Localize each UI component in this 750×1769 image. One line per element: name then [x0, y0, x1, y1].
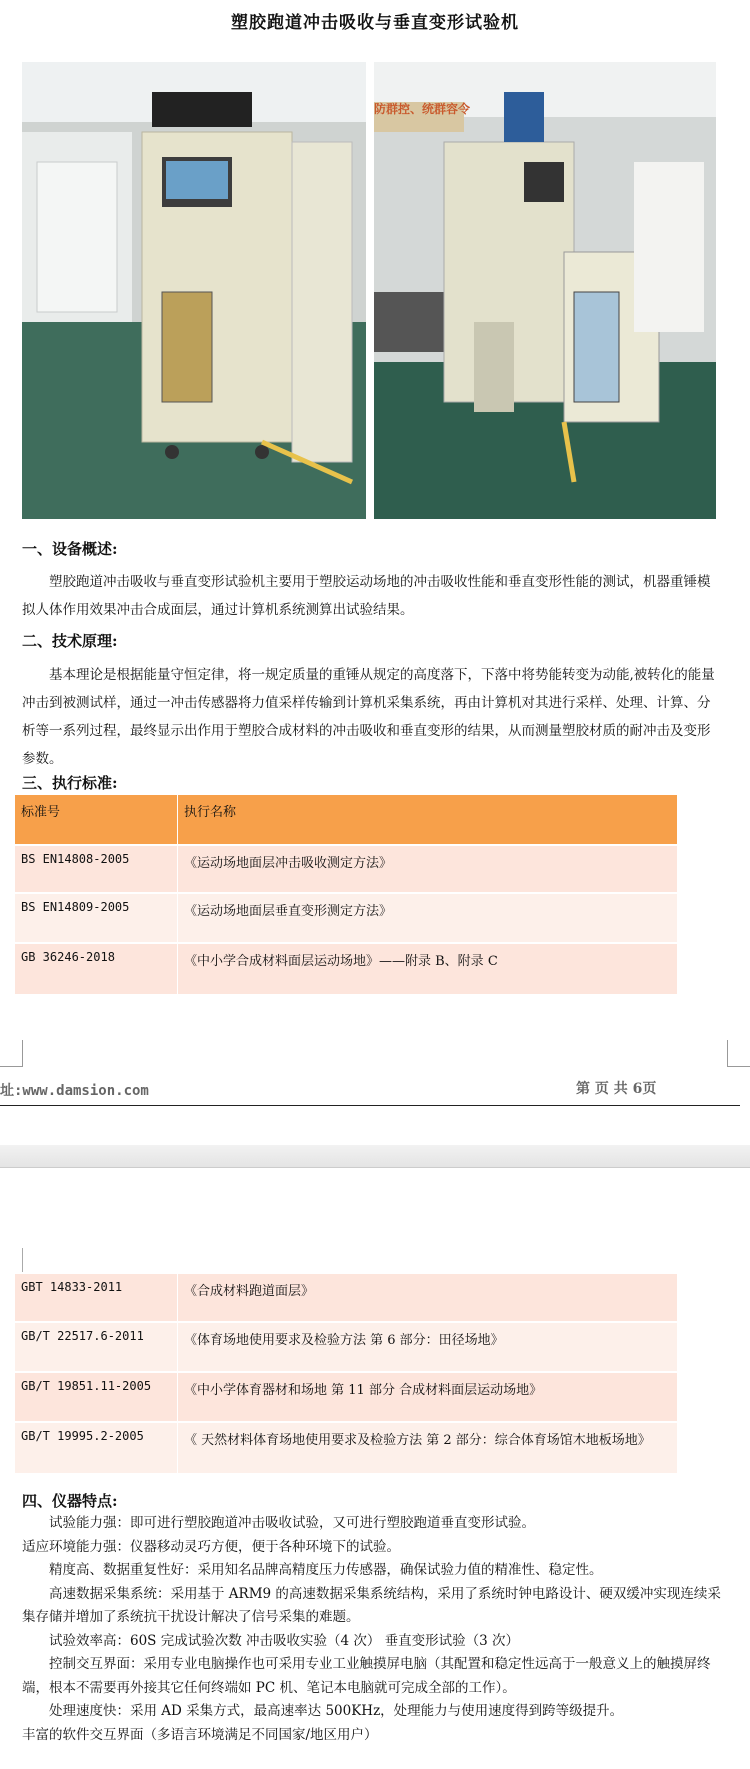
standard-name: 《中小学合成材料面层运动场地》——附录 B、附录 C: [178, 943, 678, 995]
feature-item: 试验效率高：60S 完成试验次数 冲击吸收实验（4 次） 垂直变形试验（3 次）: [49, 1632, 520, 1649]
table-header-row: [15, 795, 678, 845]
standard-no: GB/T 22517.6-2011: [15, 1322, 178, 1372]
table-row: [15, 893, 678, 943]
standard-name: 《 天然材料体育场地使用要求及检验方法 第 2 部分：综合体育场馆木地板场地》: [178, 1422, 678, 1474]
standard-no: BS EN14809-2005: [15, 893, 178, 943]
footer-rule: [0, 1105, 740, 1106]
standard-no: GB/T 19995.2-2005: [15, 1422, 178, 1474]
table-row: [15, 943, 678, 995]
crop-mark-right: [727, 1040, 750, 1067]
standard-name: 《体育场地使用要求及检验方法 第 6 部分：田径场地》: [178, 1322, 678, 1372]
table-row: [15, 1422, 678, 1474]
section-heading-standards: 三、执行标准:: [22, 774, 118, 792]
factory-wall-sign: 防群控、统群容令: [374, 102, 471, 116]
standard-no: GBT 14833-2011: [15, 1274, 178, 1322]
page-gap: [0, 1145, 750, 1167]
table-row: [15, 1322, 678, 1372]
header-standard-name: 执行名称: [178, 795, 678, 845]
crop-mark-top-left: [22, 1248, 23, 1272]
standard-name: 《运动场地面层垂直变形测定方法》: [178, 893, 678, 943]
section-heading-features: 四、仪器特点:: [22, 1492, 118, 1510]
feature-item: 处理速度快：采用 AD 采集方式，最高速率达 500KHz，处理能力与使用速度得到跨等级提升。: [49, 1703, 624, 1719]
header-standard-no: 标准号: [15, 795, 178, 845]
feature-item: 高速数据采集系统：采用基于 ARM9 的高速数据采集系统结构，采用了系统时钟电路设计、硬双缓冲实现连续采集存储并增加了系统抗干扰设计解决了信号采集的难题。: [22, 1585, 721, 1625]
table-row: [15, 845, 678, 893]
section-heading-principle: 二、技术原理:: [22, 632, 118, 650]
product-photo-right: [374, 62, 716, 519]
principle-text: 基本理论是根据能量守恒定律，将一规定质量的重锤从规定的高度落下，下落中将势能转变为动能,被转化的能量冲击到被测试样，通过一冲击传感器将力值采样传输到计算机采集系统，再由计算机对其进行采样、处理、计算、分析等一系列过程，最终显示出作用于塑胶合成材料的冲击吸收和垂直变形的结果，从而测量塑胶材质的耐冲击及变形参数。: [22, 667, 715, 767]
feature-item: 适应环境能力强：仪器移动灵巧方便，便于各种环境下的试验。: [22, 1538, 400, 1555]
overview-text: 塑胶跑道冲击吸收与垂直变形试验机主要用于塑胶运动场地的冲击吸收性能和垂直变形性能的测试，机器重锤模拟人体作用效果冲击合成面层，通过计算机系统测算出试验结果。: [22, 574, 711, 618]
document-title: 塑胶跑道冲击吸收与垂直变形试验机: [231, 13, 519, 33]
feature-item: 试验能力强：即可进行塑胶跑道冲击吸收试验，又可进行塑胶跑道垂直变形试验。: [49, 1515, 535, 1531]
feature-item: 丰富的软件交互界面（多语言环境满足不同国家/地区用户）: [22, 1726, 378, 1743]
standard-name: 《中小学体育器材和场地 第 11 部分 合成材料面层运动场地》: [178, 1372, 678, 1422]
standard-no: BS EN14808-2005: [15, 845, 178, 893]
standards-table-page1: [15, 795, 678, 996]
standard-no: GB/T 19851.11-2005: [15, 1372, 178, 1422]
standards-table-page2: [15, 1274, 678, 1475]
feature-item: 精度高、数据重复性好：采用知名品牌高精度压力传感器，确保试验力值的精准性、稳定性。: [49, 1562, 603, 1578]
features-list: [22, 1512, 732, 1747]
footer-page-number: 第 页 共 6页: [576, 1081, 657, 1097]
crop-mark-left: [0, 1040, 23, 1067]
standard-name: 《运动场地面层冲击吸收测定方法》: [178, 845, 678, 893]
table-row: [15, 1372, 678, 1422]
feature-item: 控制交互界面：采用专业电脑操作也可采用专业工业触摸屏电脑（其配置和稳定性远高于一般意义上的触摸屏终端，根本不需要再外接其它任何终端如 PC 机、笔记本电脑就可完成全部的工作）。: [22, 1656, 711, 1696]
table-row: [15, 1274, 678, 1322]
standard-name: 《合成材料跑道面层》: [178, 1274, 678, 1322]
section-heading-overview: 一、设备概述:: [22, 540, 118, 558]
product-photo-left: [22, 62, 366, 519]
page-edge: [0, 1167, 750, 1168]
standard-no: GB 36246-2018: [15, 943, 178, 995]
footer-website: 址:www.damsion.com: [0, 1083, 149, 1099]
